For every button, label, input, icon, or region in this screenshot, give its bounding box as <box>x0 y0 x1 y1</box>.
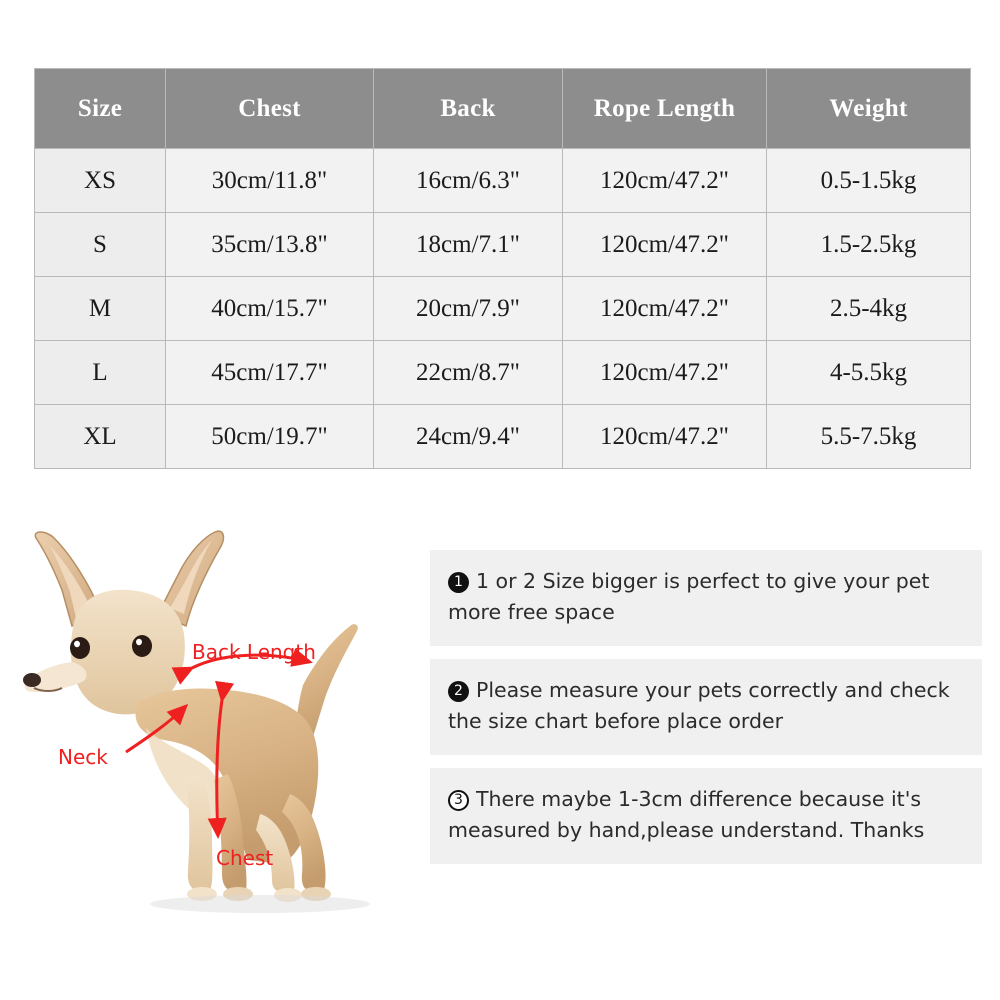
column-header-back: Back <box>374 69 563 149</box>
size-chart <box>34 68 970 469</box>
note-marker-3: 3 <box>448 790 469 811</box>
dog-measurement-diagram <box>10 530 420 960</box>
cell-weight: 4-5.5kg <box>767 341 971 405</box>
cell-rope: 120cm/47.2" <box>563 277 767 341</box>
cell-rope: 120cm/47.2" <box>563 341 767 405</box>
cell-rope: 120cm/47.2" <box>563 149 767 213</box>
table-row <box>35 277 971 341</box>
note-body-1: 1 or 2 Size bigger is perfect to give your pet more free space <box>448 569 930 624</box>
column-header-rope: Rope Length <box>563 69 767 149</box>
table-row <box>35 405 971 469</box>
note-text-2 <box>448 678 950 733</box>
dog-eye-left <box>70 637 90 659</box>
cell-back: 22cm/8.7" <box>374 341 563 405</box>
cell-size: XL <box>35 405 166 469</box>
note-marker-1: 1 <box>448 572 469 593</box>
note-item-2 <box>430 659 982 755</box>
note-marker-2: 2 <box>448 681 469 702</box>
cell-rope: 120cm/47.2" <box>563 405 767 469</box>
cell-chest: 35cm/13.8" <box>166 213 374 277</box>
cell-weight: 2.5-4kg <box>767 277 971 341</box>
cell-rope: 120cm/47.2" <box>563 213 767 277</box>
label-back-length: Back Length <box>192 640 316 664</box>
column-header-weight: Weight <box>767 69 971 149</box>
cell-weight: 5.5-7.5kg <box>767 405 971 469</box>
cell-chest: 50cm/19.7" <box>166 405 374 469</box>
cell-back: 24cm/9.4" <box>374 405 563 469</box>
note-item-1 <box>430 550 982 646</box>
note-body-2: Please measure your pets correctly and check the size chart before place order <box>448 678 950 733</box>
measurement-section <box>0 520 1000 1000</box>
notes-list <box>430 550 982 877</box>
cell-size: S <box>35 213 166 277</box>
column-header-chest: Chest <box>166 69 374 149</box>
cell-size: M <box>35 277 166 341</box>
cell-chest: 40cm/15.7" <box>166 277 374 341</box>
dog-eye-right <box>132 635 152 657</box>
note-text-1 <box>448 569 929 624</box>
cell-back: 18cm/7.1" <box>374 213 563 277</box>
cell-weight: 1.5-2.5kg <box>767 213 971 277</box>
table-row <box>35 341 971 405</box>
cell-chest: 45cm/17.7" <box>166 341 374 405</box>
note-item-3 <box>430 768 982 864</box>
note-body-3: There maybe 1-3cm difference because it's measured by hand,please understand. Thanks <box>448 787 925 842</box>
dog-nose <box>23 673 41 687</box>
label-chest: Chest <box>216 846 274 870</box>
column-header-size: Size <box>35 69 166 149</box>
cell-back: 16cm/6.3" <box>374 149 563 213</box>
size-chart-table <box>34 68 971 469</box>
table-row <box>35 149 971 213</box>
cell-back: 20cm/7.9" <box>374 277 563 341</box>
cell-size: XS <box>35 149 166 213</box>
cell-chest: 30cm/11.8" <box>166 149 374 213</box>
note-text-3 <box>448 787 924 842</box>
cell-weight: 0.5-1.5kg <box>767 149 971 213</box>
cell-size: L <box>35 341 166 405</box>
table-row <box>35 213 971 277</box>
table-header-row <box>35 69 971 149</box>
label-neck: Neck <box>58 745 108 769</box>
